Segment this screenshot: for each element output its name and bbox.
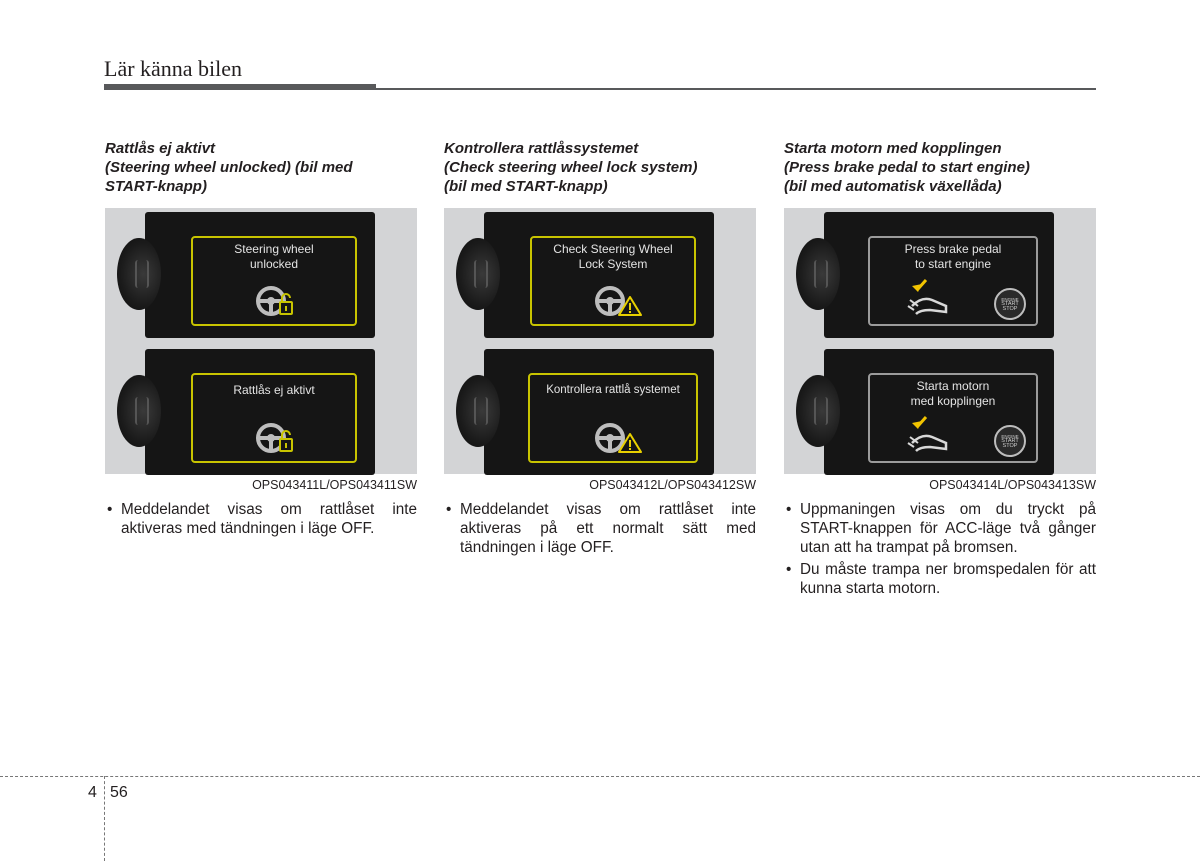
cluster-figure: [444, 208, 756, 474]
figure-code: OPS043411L/OPS043411SW: [252, 478, 417, 492]
message-text: Rattlås ej aktivt: [233, 383, 315, 397]
section-caption: Starta motorn med kopplingen (Press brake pedal to start engine) (bil med automatisk växellåda): [784, 140, 1030, 195]
chapter-number: 4: [88, 784, 97, 801]
brake-pedal-icon: [906, 276, 962, 320]
footer-vertical-divider: [104, 776, 105, 861]
header-rule-thick: [104, 84, 376, 90]
bullet-list: [105, 500, 417, 538]
message-panel: [868, 373, 1038, 463]
message-panel: [191, 236, 357, 326]
gauge-bezel: [796, 375, 840, 447]
message-text: Steering wheel unlocked: [234, 242, 314, 271]
section-caption: Rattlås ej aktivt (Steering wheel unlocked) (bil med START-knapp): [105, 140, 353, 195]
gauge-bezel: [117, 375, 161, 447]
cluster-figure: [784, 208, 1096, 474]
bullet-item: • Du måste trampa ner bromspedalen för att kunna starta motorn.: [784, 560, 1096, 598]
steering-unlock-icon: [254, 284, 298, 318]
column-brake-pedal-start: [784, 139, 1096, 601]
cluster-screen: [824, 212, 1054, 338]
message-panel: [530, 236, 696, 326]
figure-code: OPS043412L/OPS043412SW: [589, 478, 756, 492]
cluster-screen: [484, 349, 714, 475]
column-check-lock-system: [444, 139, 756, 560]
bullet-item: • Uppmaningen visas om du tryckt på START-knappen för ACC-läge två gånger utan att ha trampat på bromsen.: [784, 500, 1096, 557]
engine-start-stop-button: ENGINE START STOP: [994, 425, 1026, 457]
message-text: Check Steering Wheel Lock System: [553, 242, 673, 271]
bullet-item: • Meddelandet visas om rattlåset inte aktiveras på ett normalt sätt med tändningen i läge OFF.: [444, 500, 756, 557]
gauge-bezel: [117, 238, 161, 310]
steering-warning-icon: [593, 421, 643, 455]
page-header-title: Lär känna bilen: [104, 56, 243, 81]
cluster-figure: [105, 208, 417, 474]
column-steering-unlocked: [105, 139, 417, 541]
gauge-bezel: [456, 238, 500, 310]
engine-start-stop-button: ENGINE START STOP: [994, 288, 1026, 320]
cluster-screen: [145, 212, 375, 338]
figure-code: OPS043414L/OPS043413SW: [929, 478, 1096, 492]
message-panel: [868, 236, 1038, 326]
message-panel: [528, 373, 698, 463]
brake-pedal-icon: [906, 413, 962, 457]
message-text: Starta motorn med kopplingen: [910, 379, 996, 408]
page-number: 56: [110, 784, 128, 801]
bullet-item: • Meddelandet visas om rattlåset inte aktiveras med tändningen i läge OFF.: [105, 500, 417, 538]
message-panel: [191, 373, 357, 463]
section-caption: Kontrollera rattlåssystemet (Check steering wheel lock system) (bil med START-knapp): [444, 140, 698, 195]
steering-warning-icon: [593, 284, 643, 318]
gauge-bezel: [796, 238, 840, 310]
header-rule-thin: [376, 88, 1096, 90]
cluster-screen: [484, 212, 714, 338]
cluster-screen: [145, 349, 375, 475]
message-text: Press brake pedal to start engine: [904, 242, 1002, 271]
message-text: Kontrollera rattlå systemet: [546, 384, 680, 396]
bullet-list: [444, 500, 756, 557]
bullet-list: [784, 500, 1096, 598]
footer-divider: [0, 776, 1200, 777]
steering-unlock-icon: [254, 421, 298, 455]
cluster-screen: [824, 349, 1054, 475]
gauge-bezel: [456, 375, 500, 447]
